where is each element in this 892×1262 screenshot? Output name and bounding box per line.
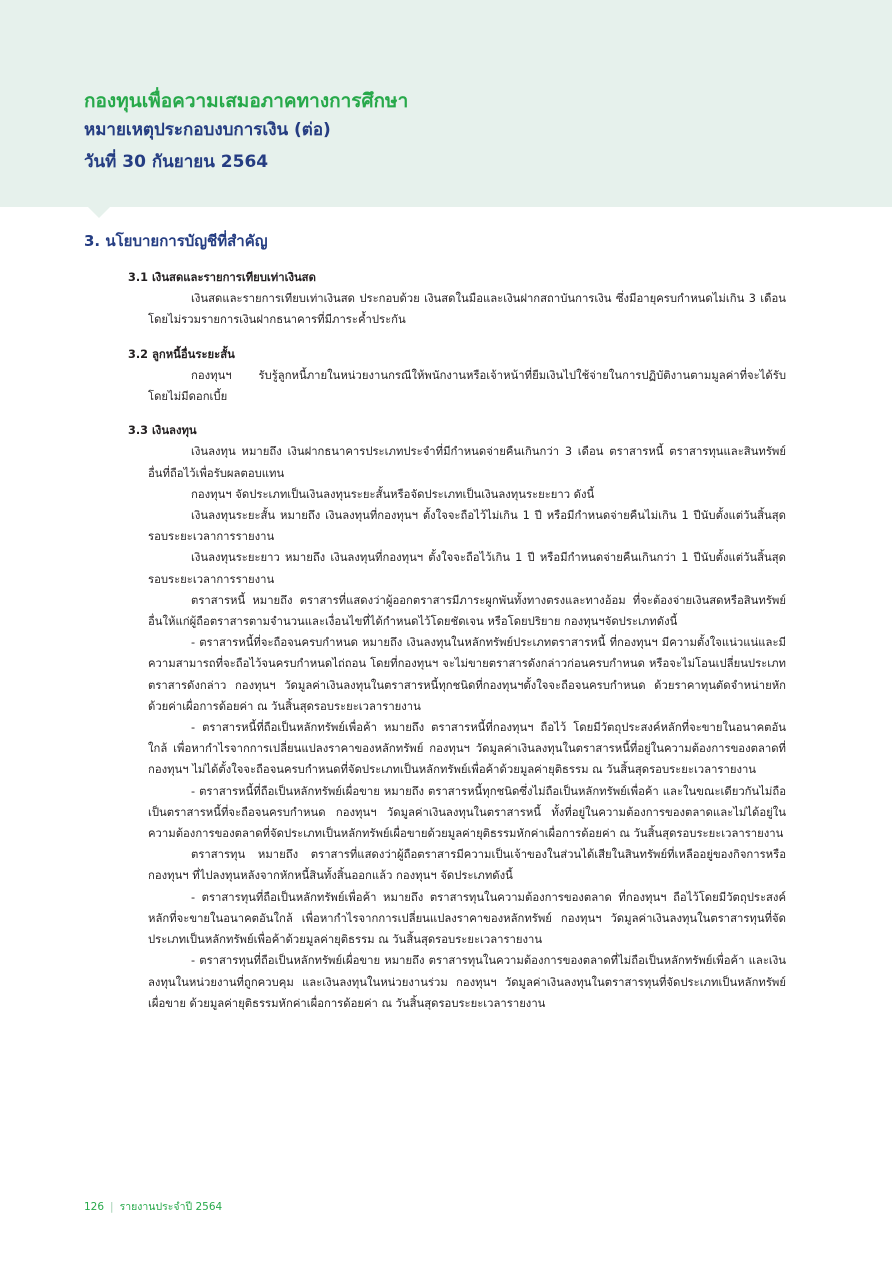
paragraph: เงินสดและรายการเทียบเท่าเงินสด ประกอบด้วย เงินสดในมือและเงินฝากสถาบันการเงิน ซึ่งมีอายุครบกำหนดไม่เกิน 3 เดือน โดยไม่รวมรายการเงินฝากธนาคารที่มีภาระค้ำประกัน: [148, 292, 786, 327]
subsection-title: 3.2 ลูกหนี้อื่นระยะสั้น: [128, 347, 235, 361]
section-content: [128, 264, 786, 1014]
subsection-investments: [128, 420, 786, 1014]
paragraph: เงินลงทุน หมายถึง เงินฝากธนาคารประเภทประจำที่มีกำหนดจ่ายคืนเกินกว่า 3 เดือน ตราสารหนี้ ตราสารทุนและสินทรัพย์อื่นที่ถือไว้เพื่อรับผลตอบแทน: [148, 445, 786, 480]
paragraph: เงินลงทุนระยะสั้น หมายถึง เงินลงทุนที่กองทุนฯ ตั้งใจจะถือไว้ไม่เกิน 1 ปี หรือมีกำหนดจ่ายคืนไม่เกิน 1 ปีนับตั้งแต่วันสิ้นสุดรอบระยะเวลาการรายงาน: [148, 509, 786, 544]
page-footer: [84, 1198, 222, 1215]
report-name: รายงานประจำปี 2564: [119, 1201, 223, 1213]
page-number: 126: [84, 1201, 105, 1213]
paragraph: - ตราสารทุนที่ถือเป็นหลักทรัพย์เผื่อขาย หมายถึง ตราสารทุนในความต้องการของตลาดที่ไม่ถือเป็นหลักทรัพย์เพื่อค้า และเงินลงทุนในหน่วยงานที่ถูกควบคุม และเงินลงทุนในหน่วยงานร่วม กองทุนฯ วัดมูลค่าเงินลงทุนในตราสารทุนที่จัดประเภทเป็นหลักทรัพย์เผื่อขาย ด้วยมูลค่ายุติธรรมหักค่าเผื่อการด้อยค่า ณ วันสิ้นสุดรอบระยะเวลารายงาน: [148, 954, 786, 1010]
paragraph: ตราสารทุน หมายถึง ตราสารที่แสดงว่าผู้ถือตราสารมีความเป็นเจ้าของในส่วนได้เสียในสินทรัพย์ที่เหลืออยู่ของกิจการหรือกองทุนฯ ที่ไปลงทุนหลังจากหักหนี้สินทั้งสิ้นออกแล้ว กองทุนฯ จัดประเภทดังนี้: [148, 848, 786, 883]
paragraph: ตราสารหนี้ หมายถึง ตราสารที่แสดงว่าผู้ออกตราสารมีภาระผูกพันทั้งทางตรงและทางอ้อม ที่จะต้องจ่ายเงินสดหรือสินทรัพย์อื่นให้แก่ผู้ถือตราสารตามจำนวนและเงื่อนไขที่ได้กำหนดไว้โดยชัดเจน หรือโดยปริยาย กองทุนฯจัดประเภทดังนี้: [148, 593, 786, 629]
paragraph: - ตราสารหนี้ที่จะถือจนครบกำหนด หมายถึง เงินลงทุนในหลักทรัพย์ประเภทตราสารหนี้ ที่กองทุนฯ มีความตั้งใจแน่วแน่และมีความสามารถที่จะถือไว้จนครบกำหนดไถ่ถอน โดยที่กองทุนฯ จะไม่ขายตราสารดังกล่าวก่อนครบกำหนด หรือจะไม่โอนเปลี่ยนประเภทตราสารดังกล่าว กองทุนฯ วัดมูลค่าเงินลงทุนในตราสารหนี้ทุกชนิดที่กองทุนฯตั้งใจจะถือจนครบกำหนด ด้วยราคาทุนตัดจำหน่ายหักด้วยค่าเผื่อการด้อยค่า ณ วันสิ้นสุดรอบระยะเวลารายงาน: [148, 636, 786, 713]
fund-title: กองทุนเพื่อความเสมอภาคทางการศึกษา: [84, 90, 409, 112]
paragraph: - ตราสารหนี้ที่ถือเป็นหลักทรัพย์เผื่อขาย หมายถึง ตราสารหนี้ทุกชนิดซึ่งไม่ถือเป็นหลักทรัพย์เพื่อค้า และในขณะเดียวกันไม่ถือเป็นตราสารหนี้ที่จะถือจนครบกำหนด กองทุนฯ วัดมูลค่าเงินลงทุนในตราสารหนี้ ทั้งที่อยู่ในความต้องการของตลาดและไม่ได้อยู่ในความต้องการของตลาดที่จัดประเภทเป็นหลักทรัพย์เผื่อขายด้วยมูลค่ายุติธรรมหักค่าเผื่อการด้อยค่า ณ วันสิ้นสุดรอบระยะเวลารายงาน: [148, 784, 786, 841]
subsection-title: 3.3 เงินลงทุน: [128, 424, 197, 438]
subsection-cash: [128, 267, 786, 331]
section-heading: 3. นโยบายการบัญชีที่สำคัญ: [84, 232, 268, 250]
subsection-receivables: [128, 344, 786, 408]
footer-separator: |: [110, 1201, 114, 1213]
paragraph: เงินลงทุนระยะยาว หมายถึง เงินลงทุนที่กองทุนฯ ตั้งใจจะถือไว้เกิน 1 ปี หรือมีกำหนดจ่ายคืนเกินกว่า 1 ปีนับตั้งแต่วันสิ้นสุดรอบระยะเวลาการรายงาน: [148, 551, 786, 586]
subsection-title: 3.1 เงินสดและรายการเทียบเท่าเงินสด: [128, 271, 316, 284]
title-block: [84, 88, 408, 178]
paragraph: กองทุนฯ รับรู้ลูกหนี้ภายในหน่วยงานกรณีให้พนักงานหรือเจ้าหน้าที่ยืมเงินไปใช้จ่ายในการปฏิบัติงานตามมูลค่าที่จะได้รับ โดยไม่มีดอกเบี้ย: [148, 368, 786, 404]
paragraph: กองทุนฯ จัดประเภทเป็นเงินลงทุนระยะสั้นหรือจัดประเภทเป็นเงินลงทุนระยะยาว ดังนี้: [191, 487, 595, 501]
header-notch: [88, 207, 110, 218]
report-date: วันที่ 30 กันยายน 2564: [84, 152, 269, 172]
notes-subtitle: หมายเหตุประกอบงบการเงิน (ต่อ): [84, 120, 331, 140]
paragraph: - ตราสารทุนที่ถือเป็นหลักทรัพย์เพื่อค้า หมายถึง ตราสารทุนในความต้องการของตลาด ที่กองทุนฯ ถือไว้โดยมีวัตถุประสงค์หลักที่จะขายในอนาคตอันใกล้ เพื่อหากำไรจากการเปลี่ยนแปลงราคาของหลักทรัพย์ กองทุนฯ วัดมูลค่าเงินลงทุนในตราสารทุนที่จัดประเภทเป็นหลักทรัพย์เพื่อค้าด้วยมูลค่ายุติธรรม ณ วันสิ้นสุดรอบระยะเวลารายงาน: [148, 890, 786, 947]
paragraph: - ตราสารหนี้ที่ถือเป็นหลักทรัพย์เพื่อค้า หมายถึง ตราสารหนี้ที่กองทุนฯ ถือไว้ โดยมีวัตถุประสงค์หลักที่จะขายในอนาคตอันใกล้ เพื่อหากำไรจากการเปลี่ยนแปลงราคาของหลักทรัพย์ กองทุนฯ วัดมูลค่าเงินลงทุนในตราสารหนี้ที่อยู่ในความต้องการของตลาดที่กองทุนฯ ไม่ได้ตั้งใจจะถือจนครบกำหนดที่จัดประเภทเป็นหลักทรัพย์เพื่อค้าด้วยมูลค่ายุติธรรม ณ วันสิ้นสุดรอบระยะเวลารายงาน: [148, 721, 786, 777]
